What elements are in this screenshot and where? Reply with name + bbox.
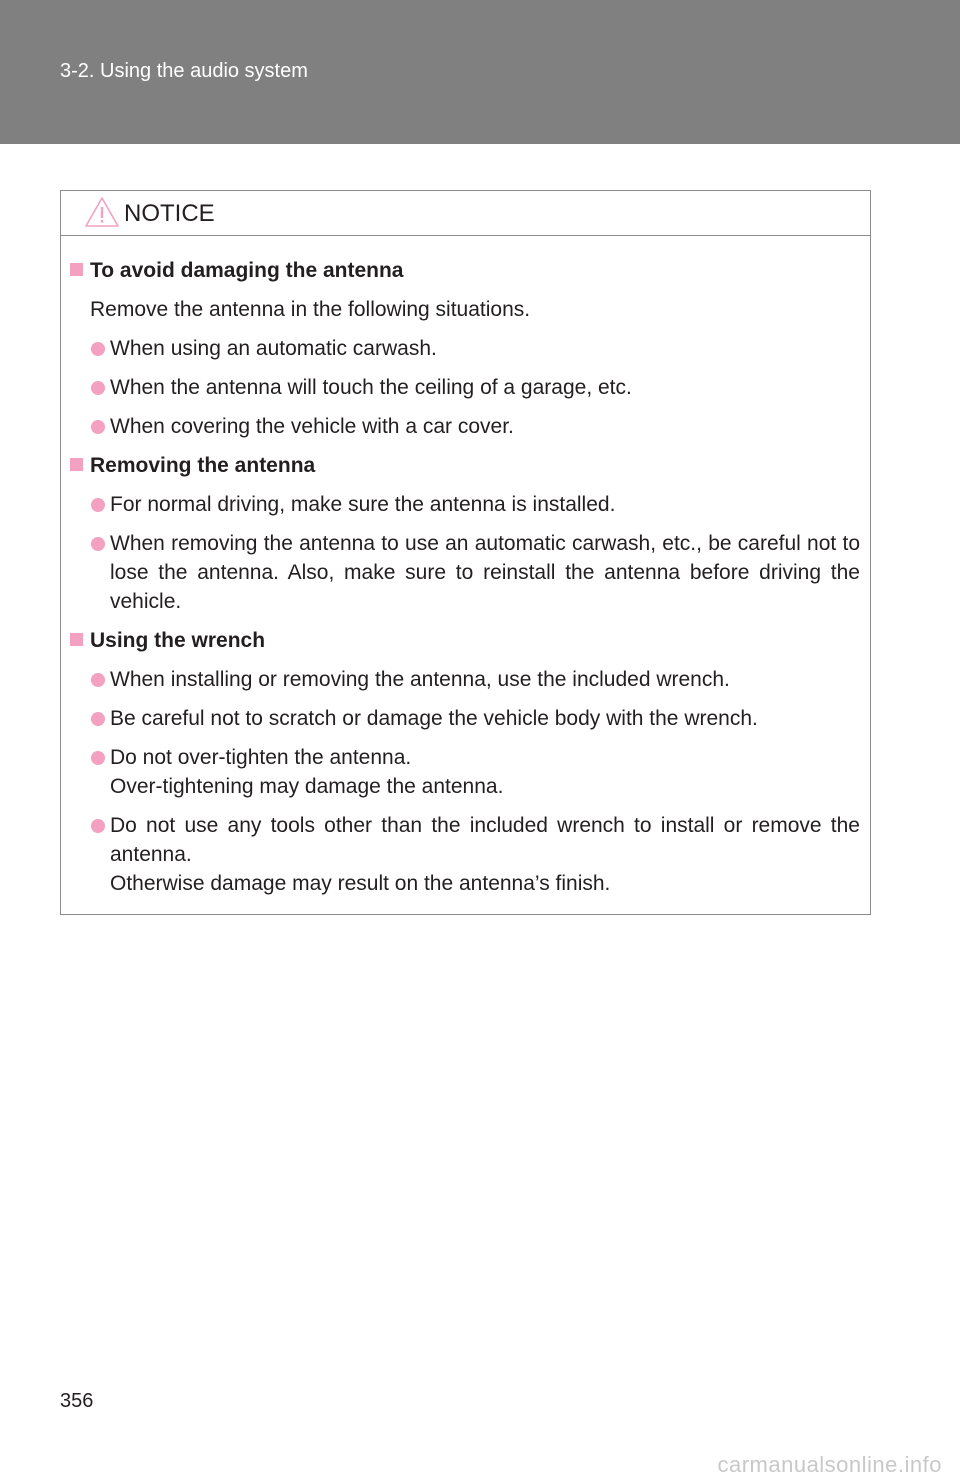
section-heading [70,256,860,285]
list-item-text: When the antenna will touch the ceiling of a garage, etc. [110,376,632,399]
list-item [70,373,860,402]
circle-bullet-icon [91,342,105,356]
page-number: 356 [60,1390,94,1412]
section-title: 3-2. Using the audio system [60,60,308,82]
section-heading-text: Using the wrench [90,629,266,652]
circle-bullet-icon [91,381,105,395]
list-item-text: When covering the vehicle with a car cover. [110,415,514,438]
section-heading [70,451,860,480]
list-item [70,412,860,441]
notice-section [70,626,860,898]
square-bullet-icon [70,633,83,646]
list-item [70,811,860,898]
notice-body [61,236,870,898]
list-item-text: Do not use any tools other than the included wrench to install or remove the antenna. [110,814,860,866]
notice-section [70,451,860,616]
watermark: carmanualsonline.info [717,1452,942,1477]
list-item [70,490,860,519]
notice-box [60,190,871,915]
section-heading-text: To avoid damaging the antenna [90,259,404,282]
notice-title: NOTICE [124,200,215,227]
section-heading [70,626,860,655]
list-item-text: Otherwise damage may result on the antenna’s finish. [110,872,611,895]
section-intro: Remove the antenna in the following situations. [90,298,531,321]
section-heading-text: Removing the antenna [90,454,316,477]
list-item [70,665,860,694]
circle-bullet-icon [91,673,105,687]
square-bullet-icon [70,263,83,276]
warning-triangle-icon [84,196,120,228]
circle-bullet-icon [91,819,105,833]
circle-bullet-icon [91,537,105,551]
circle-bullet-icon [91,420,105,434]
list-item-text: Over-tightening may damage the antenna. [110,775,504,798]
notice-section [70,256,860,441]
list-item-text: Do not over-tighten the antenna. [110,746,412,769]
list-item [70,529,860,616]
list-item [70,704,860,733]
notice-header [61,191,870,236]
circle-bullet-icon [91,712,105,726]
list-item [70,743,860,801]
list-item-text: When using an automatic carwash. [110,337,437,360]
list-item-text: When removing the antenna to use an automatic carwash, etc., be careful not to lose the antenna. Also, make sure to reinstall the antenna before driving the vehicle. [110,532,860,613]
list-item-text: Be careful not to scratch or damage the vehicle body with the wrench. [110,707,758,730]
circle-bullet-icon [91,498,105,512]
square-bullet-icon [70,458,83,471]
page-header [0,0,960,144]
circle-bullet-icon [91,751,105,765]
list-item [70,334,860,363]
list-item-text: For normal driving, make sure the antenna is installed. [110,493,616,516]
list-item-text: When installing or removing the antenna, use the included wrench. [110,668,730,691]
